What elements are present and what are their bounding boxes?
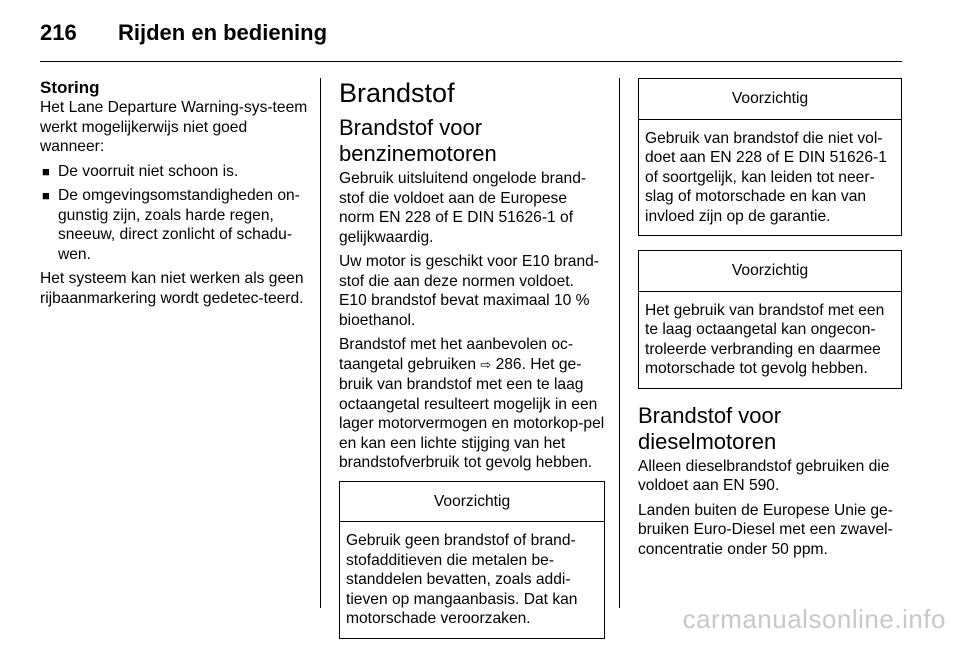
bullet-icon: ■ — [42, 163, 50, 179]
header-divider — [40, 61, 902, 62]
column-1 — [40, 78, 308, 313]
page-reference-icon[interactable]: ⇨ — [480, 357, 492, 373]
subheading-benzinemotoren: Brandstof voor benzinemotoren — [339, 115, 497, 166]
page-title: Rijden en bediening — [118, 20, 328, 45]
caution-box-title: Voorzichtig — [639, 79, 901, 120]
paragraph: Uw motor is geschikt voor E10 brand-stof die aan deze normen voldoet. E10 brandstof bevat maximaal 10 % bioethanol. — [339, 253, 599, 329]
bullet-list — [40, 162, 308, 265]
caution-box-body: Het gebruik van brandstof met een te laag octaangetal kan ongecon-troleerde verbranding en daarmee motorschade tot gevolg hebben. — [645, 301, 885, 377]
caution-box-body: Gebruik van brandstof die niet vol-doet aan EN 228 of E DIN 51626-1 of soortgelijk, kan leiden tot neer-slag of motorschade en kan van invloed zijn op de garantie. — [645, 129, 887, 225]
caution-box-body: Gebruik geen brandstof of brand-stofadditieven die metalen be-standdelen bevatten, zoals addi-tieven op mangaanbasis. Dat kan motorschade veroorzaken. — [346, 532, 578, 627]
watermark: carmanualsonline.info — [682, 604, 946, 634]
paragraph: Alleen dieselbrandstof gebruiken die voldoet aan EN 590. — [638, 457, 890, 494]
page-number: 216 — [40, 20, 77, 45]
column-divider-2 — [619, 78, 620, 608]
column-2 — [339, 78, 605, 653]
caution-box-title: Voorzichtig — [639, 251, 901, 292]
paragraph-intro: Het Lane Departure Warning-sys-teem werkt mogelijkerwijs niet goed wanneer: — [40, 99, 308, 155]
paragraph: Landen buiten de Europese Unie ge-bruiken Euro-Diesel met een zwavel-concentratie onder 50 ppm. — [638, 501, 893, 558]
paragraph: Gebruik uitsluitend ongelode brand-stof die voldoet aan de Europese norm EN 228 of E DIN 51626-1 of gelijkwaardig. — [339, 170, 587, 246]
paragraph-outro: Het systeem kan niet werken als geen rijbaanmarkering wordt gedetec-teerd. — [40, 270, 304, 307]
caution-box-title: Voorzichtig — [340, 482, 604, 523]
column-3 — [638, 78, 902, 564]
list-item: ■ De omgevingsomstandigheden on-gunstig zijn, zoals harde regen, sneeuw, direct zonlicht of schadu-wen. — [42, 187, 300, 263]
section-heading-brandstof: Brandstof — [339, 78, 455, 108]
subheading-dieselmotoren: Brandstof voor dieselmotoren — [638, 402, 782, 454]
paragraph-octane: Brandstof met het aanbevolen oc-taangetal gebruiken ⇨ 286. Het ge-bruik van brandstof met een te laag octaangetal resulteert mogelijk in een lager motorvermogen en motorkop-pel en kan een lichte stijging van het brandstofverbruik tot gevolg hebben. — [339, 336, 605, 471]
caution-box — [339, 481, 605, 639]
section-subheading-storing: Storing — [40, 78, 100, 97]
list-item: ■ De voorruit niet schoon is. — [42, 162, 239, 180]
column-divider-1 — [320, 78, 321, 608]
bullet-icon: ■ — [42, 188, 50, 203]
page-header — [40, 20, 920, 60]
caution-box — [638, 250, 902, 389]
caution-box — [638, 78, 902, 236]
